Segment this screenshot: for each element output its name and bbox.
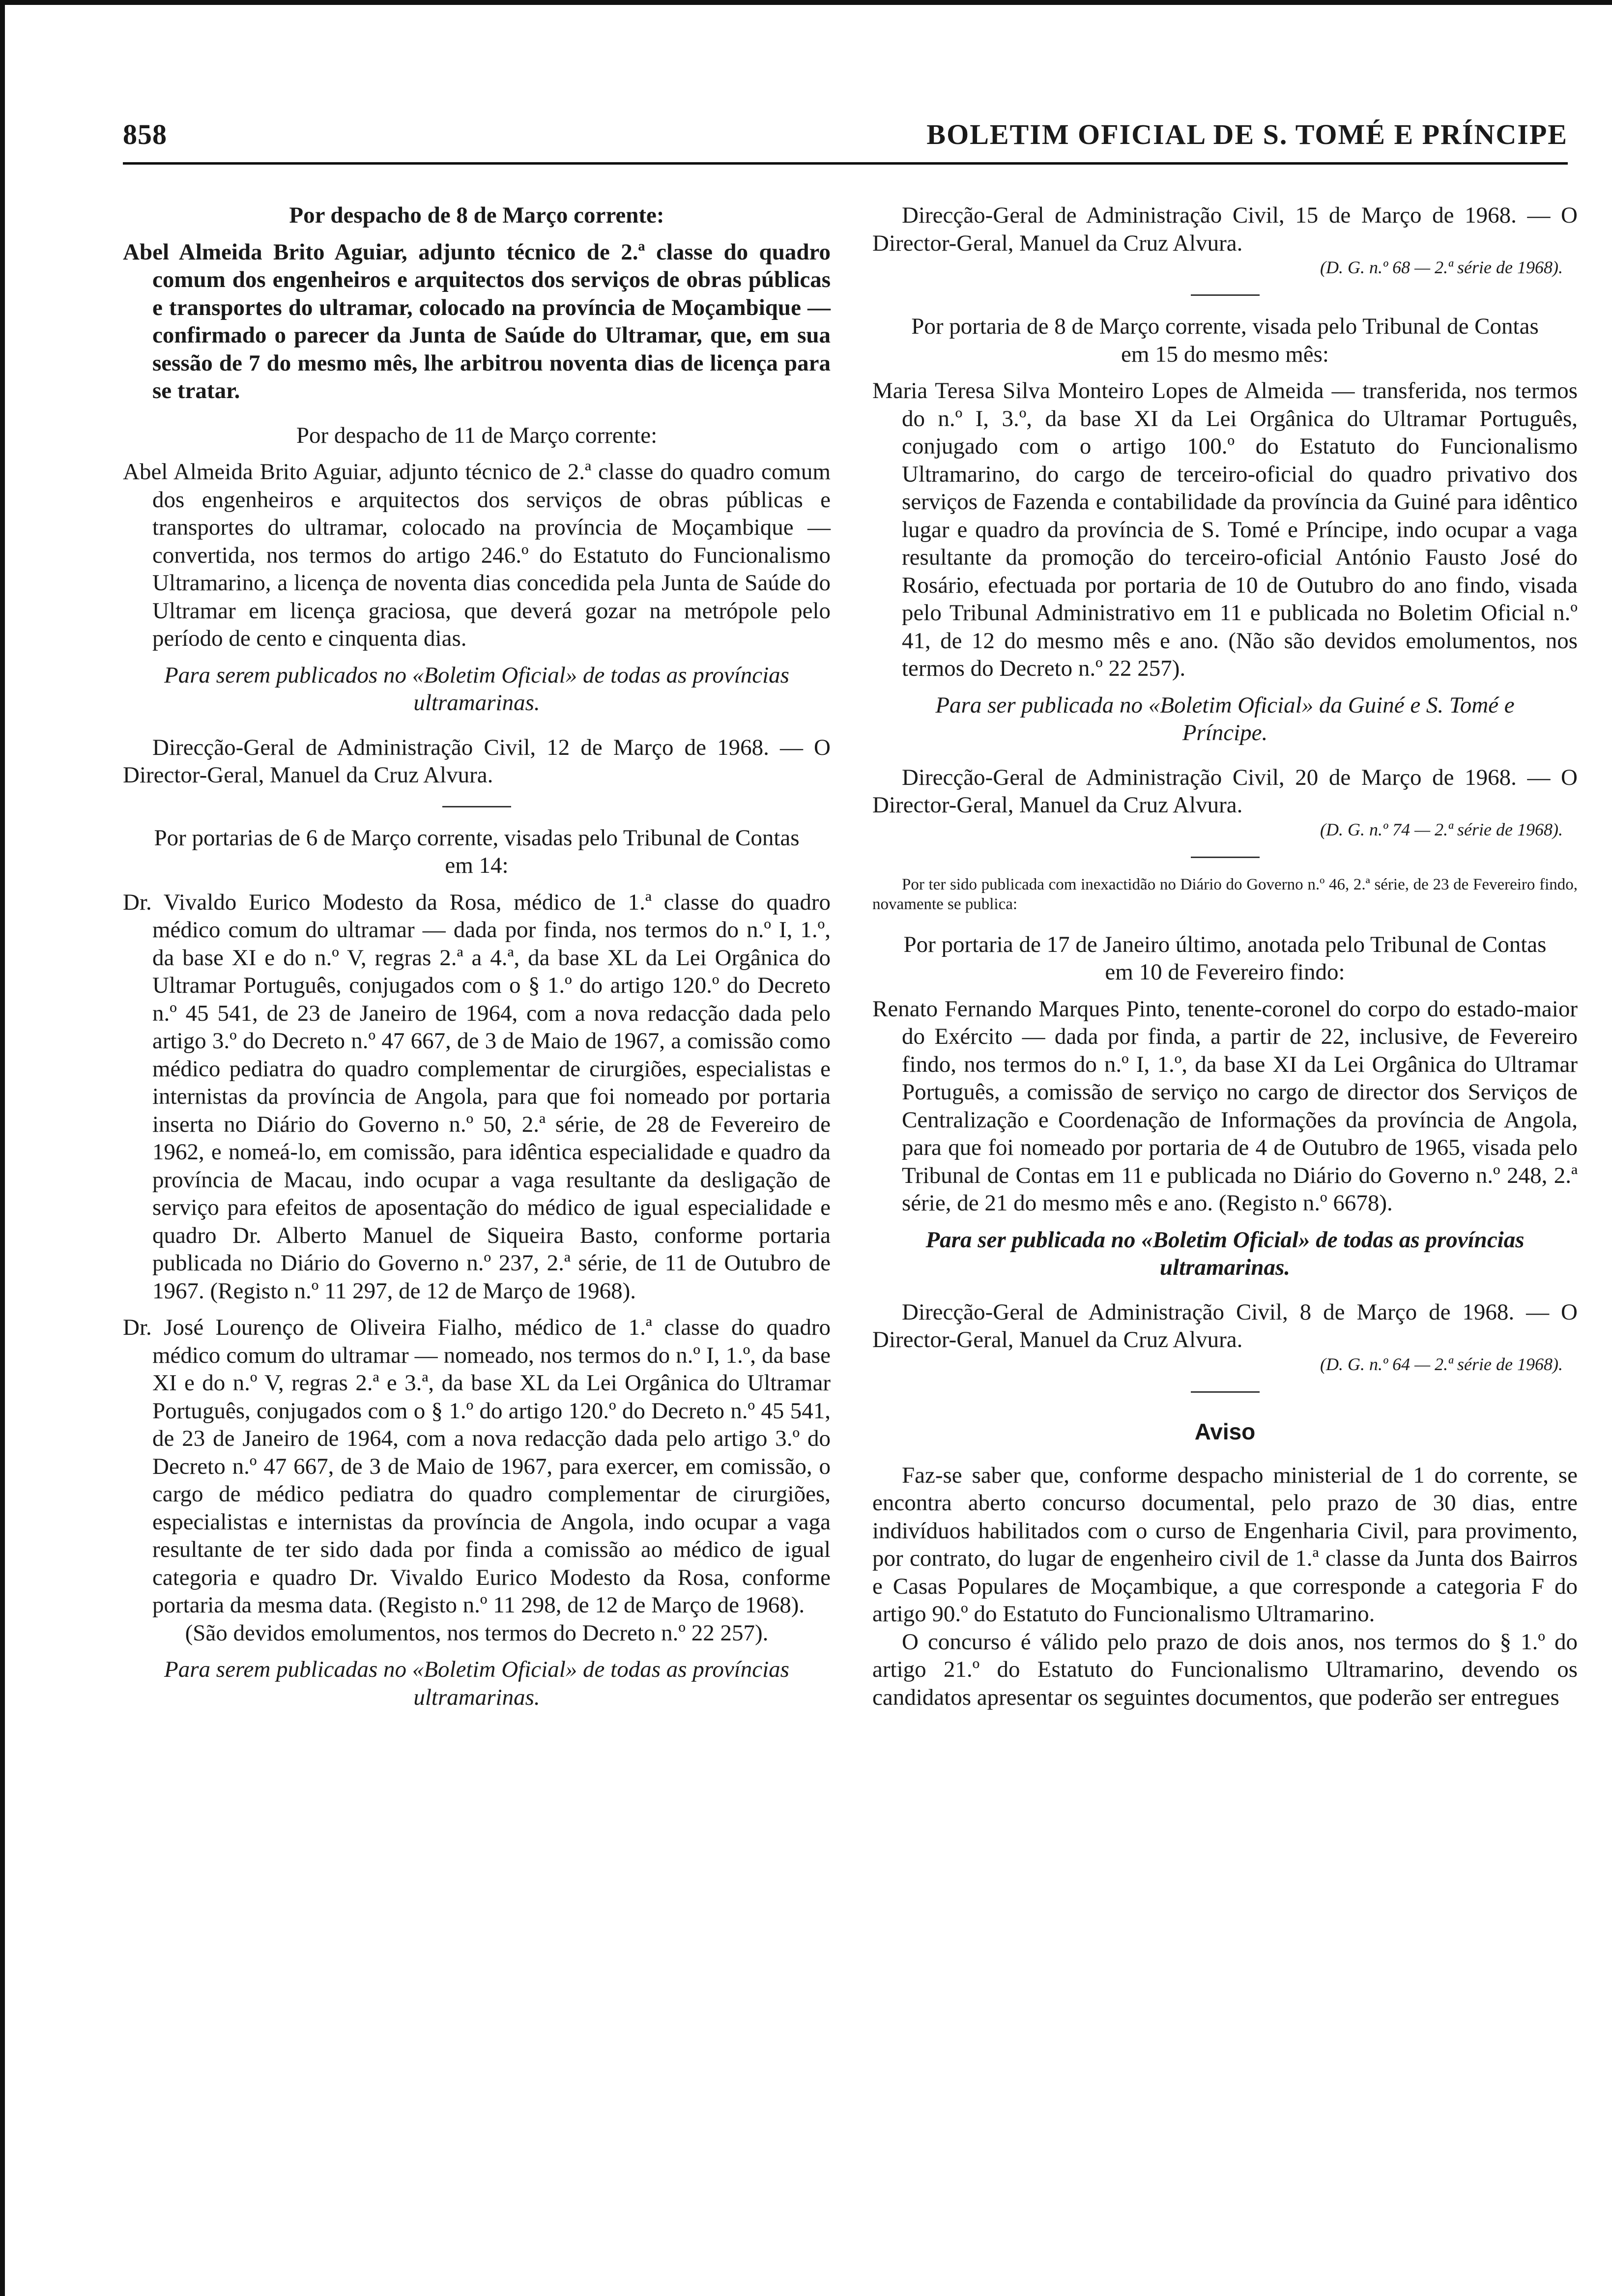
citation-3: (D. G. n.º 64 — 2.ª série de 1968).: [1320, 1354, 1563, 1374]
header-rule: [123, 162, 1568, 165]
running-title: BOLETIM OFICIAL DE S. TOMÉ E PRÍNCIPE: [926, 118, 1568, 150]
despacho-body-1: Abel Almeida Brito Aguiar, adjunto técnico de 2.ª classe do quadro comum dos engenheiros e arquitectos dos serviços de obras públicas e transportes do ultramar, colocado na província de Moçambique — confirmado o parecer da Junta de Saúde do Ultramar, que, em sua sessão de 7 do mesmo mês, lhe arbitrou noventa dias de licença para se tratar.: [123, 239, 831, 403]
entry-vivaldo: Dr. Vivaldo Eurico Modesto da Rosa, médico de 1.ª classe do quadro médico comum do ultramar — dada por finda, nos termos do n.º I, 1.º, da base XI e do n.º V, regras 2.ª a 4.ª, da base XL da Lei Orgânica do Ultramar Português, conjugados com o § 1.º do artigo 120.º do Decreto n.º 45 541, de 23 de Janeiro de 1964, com a nova redacção dada pelo artigo 3.º do Decreto n.º 47 667, de 3 de Maio de 1967, a comissão como médico pediatra do quadro complementar de cirurgiões, especialistas e internistas da província de Angola, para que foi nomeado por portaria inserta no Diário do Governo n.º 50, 2.ª série, de 28 de Fevereiro de 1962, e nomeá-lo, em comissão, para idêntica especialidade e quadro da província de Macau, indo ocupar a vaga resultante da desligação de serviço para efeitos de aposentação do médico de igual especialidade e quadro Dr. Alberto Manuel de Siqueira Basto, conforme portaria publicada no Diário do Governo n.º 237, 2.ª série, de 11 de Outubro de 1967. (Registo n.º 11 297, de 12 de Março de 1968).: [123, 889, 831, 1304]
publication-note-3: Para ser publicada no «Boletim Oficial» de todas as províncias ultramarinas.: [925, 1227, 1525, 1280]
portaria-renato-heading: Por portaria de 17 de Janeiro último, anotada pelo Tribunal de Contas em 10 de Fevereiro findo:: [903, 931, 1547, 985]
entry-jose: Dr. José Lourenço de Oliveira Fialho, médico de 1.ª classe do quadro médico comum do ultramar — nomeado, nos termos do n.º I, 1.º, da base XI e do n.º V, regras 2.ª e 3.ª, da base XL da Lei Orgânica do Ultramar Português, conjugados com o § 1.º do artigo 120.º do Decreto n.º 45 541, de 23 de Janeiro de 1964, com a nova redacção dada pelo artigo 3.º do Decreto n.º 47 667, de 3 de Maio de 1967, para exercer, em comissão, o cargo de médico pediatra do quadro complementar de cirurgiões, especialistas e internistas da província de Angola, indo ocupar a vaga resultante de ter sido dada por finda a comissão ao médico de igual categoria e quadro Dr. Vivaldo Eurico Modesto da Rosa, conforme portaria da mesma data. (Registo n.º 11 298, de 12 de Março de 1968).: [123, 1315, 831, 1618]
entry-renato: Renato Fernando Marques Pinto, tenente-coronel do corpo do estado-maior do Exército — dada por finda, a partir de 22, inclusive, de Fevereiro findo, nos termos do n.º I, 1.º, da base XI da Lei Orgânica do Ultramar Português, a comissão de serviço no cargo de director dos Serviços de Centralização e Coordenação de Informações da província de Angola, para que foi nomeado por portaria de 4 de Outubro de 1965, visada pelo Tribunal de Contas em 11 e publicada no Diário do Governo n.º 248, 2.ª série, de 21 do mesmo mês e ano. (Registo n.º 6678).: [872, 996, 1578, 1216]
publication-note-1: Para serem publicados no «Boletim Oficial» de todas as províncias ultramarinas.: [164, 662, 789, 716]
signature-mid: Direcção-Geral de Administração Civil, 20 de Março de 1968. — O Director-Geral, Manuel da Cruz Alvura.: [872, 764, 1578, 818]
publication-note-2: Para serem publicadas no «Boletim Oficial» de todas as províncias ultramarinas.: [164, 1657, 789, 1710]
aviso-paragraph-2: O concurso é válido pelo prazo de dois anos, nos termos do § 1.º do artigo 21.º do Estatuto do Funcionalismo Ultramarino, devendo os candidatos apresentar os seguintes documentos, que poderão ser entregues: [872, 1629, 1578, 1710]
signature-1: Direcção-Geral de Administração Civil, 12 de Março de 1968. — O Director-Geral, Manuel da Cruz Alvura.: [123, 734, 831, 788]
page-number: 858: [123, 118, 167, 150]
scan-border-top: [0, 0, 1612, 5]
left-column: [123, 201, 831, 1711]
signature-top: Direcção-Geral de Administração Civil, 15 de Março de 1968. — O Director-Geral, Manuel da Cruz Alvura.: [872, 202, 1578, 256]
despacho-body-2: Abel Almeida Brito Aguiar, adjunto técnico de 2.ª classe do quadro comum dos engenheiros e arquitectos dos serviços de obras públicas e transportes do ultramar, colocado na província de Moçambique — convertida, nos termos do artigo 246.º do Estatuto do Funcionalismo Ultramarino, a licença de noventa dias concedida pela Junta de Saúde do Ultramar em licença graciosa, que deverá gozar na metrópole pelo período de cento e cinquenta dias.: [123, 459, 831, 651]
portaria-maria-heading: Por portaria de 8 de Março corrente, visada pelo Tribunal de Contas em 15 do mesmo mês:: [911, 314, 1539, 367]
aviso-paragraph-1: Faz-se saber que, conforme despacho ministerial de 1 do corrente, se encontra aberto concurso documental, pelo prazo de 30 dias, entre indivíduos habilitados com o curso de Engenharia Civil, para provimento, por contrato, do lugar de engenheiro civil de 1.ª classe da Junta dos Bairros e Casas Populares de Moçambique, a que corresponde a categoria F do artigo 90.º do Estatuto do Funcionalismo Ultramarino.: [872, 1462, 1578, 1627]
citation-2: (D. G. n.º 74 — 2.ª série de 1968).: [1320, 819, 1563, 839]
correction-note: Por ter sido publicada com inexactidão no Diário do Governo n.º 46, 2.ª série, de 23 de Fevereiro findo, novamente se publica:: [872, 875, 1578, 913]
despacho-heading-1: Por despacho de 8 de Março corrente:: [289, 202, 664, 228]
publication-note-guine: Para ser publicada no «Boletim Oficial» da Guiné e S. Tomé e Príncipe.: [935, 692, 1515, 746]
emolumentos-note: (São devidos emolumentos, nos termos do Decreto n.º 22 257).: [185, 1620, 769, 1646]
citation-1: (D. G. n.º 68 — 2.ª série de 1968).: [1320, 258, 1563, 277]
right-column: [872, 201, 1578, 1711]
signature-bottom: Direcção-Geral de Administração Civil, 8 de Março de 1968. — O Director-Geral, Manuel da Cruz Alvura.: [872, 1299, 1578, 1352]
scan-border-left: [0, 0, 5, 2296]
despacho-heading-2: Por despacho de 11 de Março corrente:: [296, 422, 658, 448]
portarias-heading: Por portarias de 6 de Março corrente, visadas pelo Tribunal de Contas em 14:: [154, 825, 800, 878]
aviso-title: Aviso: [1194, 1418, 1256, 1444]
entry-maria: Maria Teresa Silva Monteiro Lopes de Almeida — transferida, nos termos do n.º I, 3.º, da base XI da Lei Orgânica do Ultramar Português, conjugado com o artigo 100.º do Estatuto do Funcionalismo Ultramarino, do cargo de terceiro-oficial do quadro privativo dos serviços de Fazenda e contabilidade da província da Guiné para idêntico lugar e quadro da província de S. Tomé e Príncipe, indo ocupar a vaga resultante da promoção do terceiro-oficial António Fausto José do Rosário, efectuada por portaria de 10 de Outubro do ano findo, visada pelo Tribunal Administrativo em 11 e publicada no Boletim Oficial n.º 41, de 12 do mesmo mês e ano. (Não são devidos emolumentos, nos termos do Decreto n.º 22 257).: [872, 378, 1578, 681]
